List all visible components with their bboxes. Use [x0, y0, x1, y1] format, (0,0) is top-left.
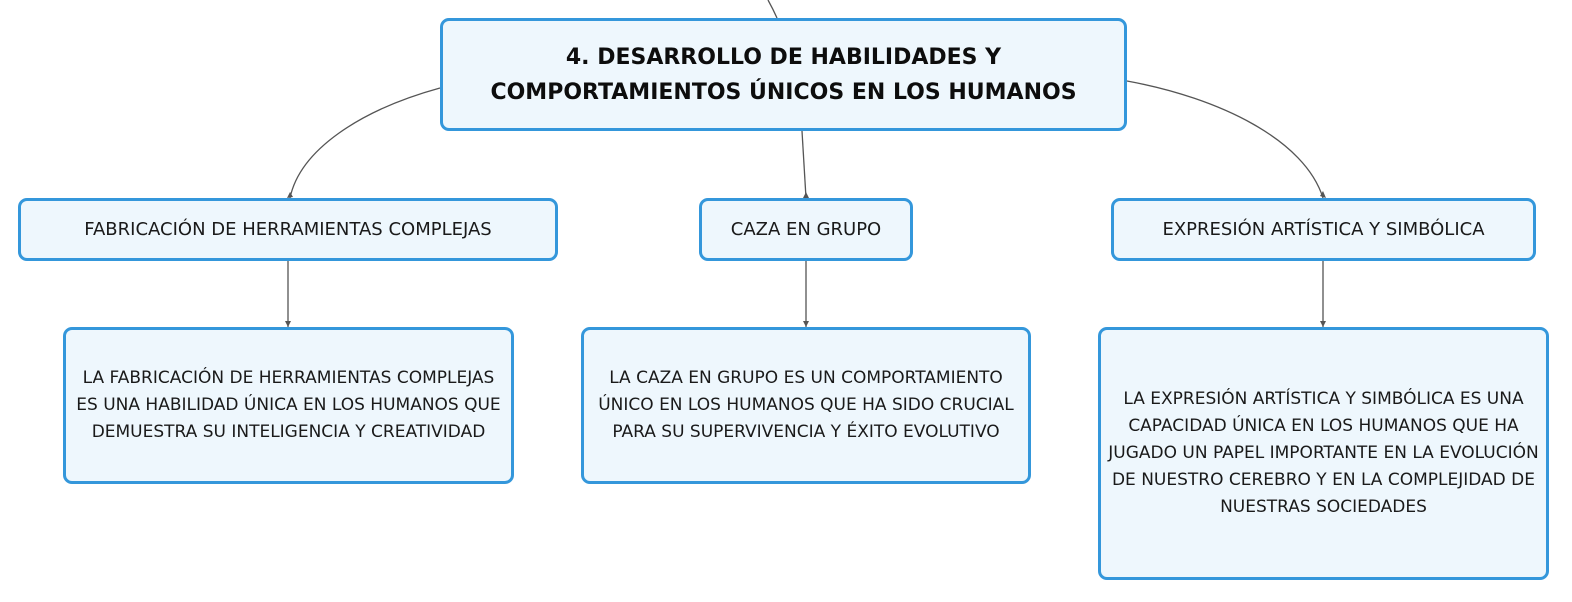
main-topic-node[interactable] — [440, 18, 1127, 131]
connector-main-to-hunt — [802, 131, 806, 198]
connector-main-to-art — [1127, 81, 1323, 198]
branch-node-art[interactable] — [1111, 198, 1536, 261]
branch-label-tools: FABRICACIÓN DE HERRAMIENTAS COMPLEJAS — [84, 219, 492, 240]
detail-text-hunting: LA CAZA EN GRUPO ES UN COMPORTAMIENTO ÚNICO EN LOS HUMANOS QUE HA SIDO CRUCIAL PARA SU SUPERVIVENCIA Y ÉXITO EVOLUTIVO — [598, 368, 1014, 442]
detail-node-art[interactable] — [1098, 327, 1549, 580]
detail-node-hunting[interactable] — [581, 327, 1031, 484]
connector-to-parent — [768, 0, 777, 18]
branch-node-tools[interactable] — [18, 198, 558, 261]
branch-label-hunting: CAZA EN GRUPO — [730, 219, 882, 240]
detail-text-tools: LA FABRICACIÓN DE HERRAMIENTAS COMPLEJAS ES UNA HABILIDAD ÚNICA EN LOS HUMANOS QUE DEMUESTRA SU INTELIGENCIA Y CREATIVIDAD — [76, 368, 501, 442]
branch-label-art: EXPRESIÓN ARTÍSTICA Y SIMBÓLICA — [1162, 219, 1485, 240]
connector-main-to-tools — [290, 88, 440, 198]
detail-node-tools[interactable] — [63, 327, 514, 484]
branch-node-hunting[interactable] — [699, 198, 913, 261]
detail-text-art: LA EXPRESIÓN ARTÍSTICA Y SIMBÓLICA ES UNA CAPACIDAD ÚNICA EN LOS HUMANOS QUE HA JUGADO UN PAPEL IMPORTANTE EN LA EVOLUCIÓN DE NUESTRO CEREBRO Y EN LA COMPLEJIDAD DE NUESTRAS SOCIEDADES — [1108, 389, 1539, 517]
main-topic-title: 4. DESARROLLO DE HABILIDADES Y COMPORTAMIENTOS ÚNICOS EN LOS HUMANOS — [490, 44, 1077, 105]
